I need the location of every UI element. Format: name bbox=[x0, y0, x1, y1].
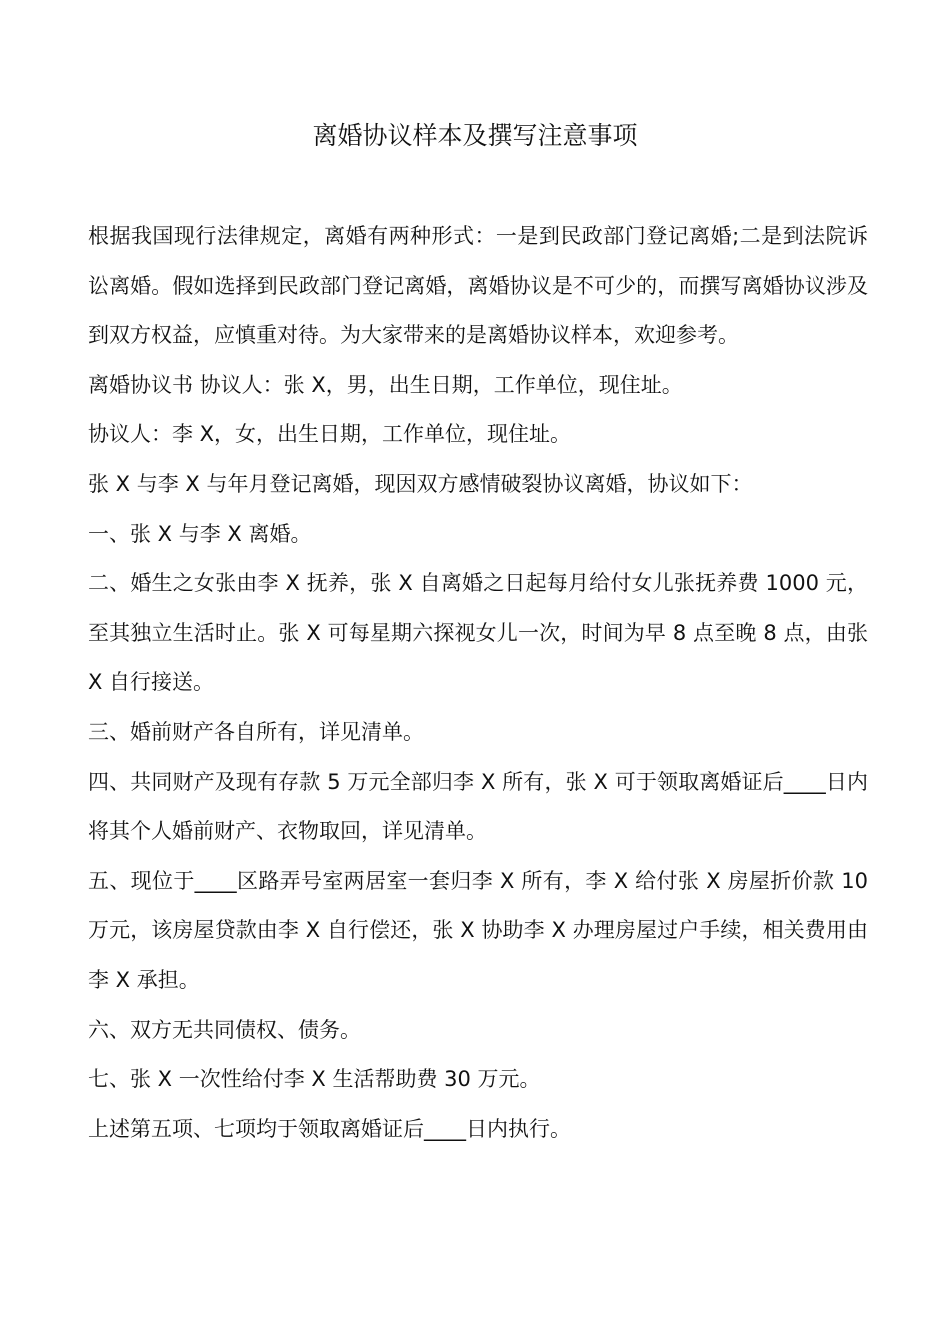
paragraph-intro: 根据我国现行法律规定，离婚有两种形式：一是到民政部门登记离婚;二是到法院诉讼离婚。假如选择到民政部门登记离婚，离婚协议是不可少的，而撰写离婚协议涉及到双方权益，应慎重对待。为大家带来的是离婚协议样本，欢迎参考。 bbox=[88, 224, 868, 348]
clause-2: 二、婚生之女张由李 X 抚养，张 X 自离婚之日起每月给付女儿张抚养费 1000 元，至其独立生活时止。张 X 可每星期六探视女儿一次，时间为早 8 点至晚 8 点，由张 X 自行接送。 bbox=[88, 571, 868, 695]
clause-5: 五、现位于____区路弄号室两居室一套归李 X 所有，李 X 给付张 X 房屋折价款 10 万元，该房屋贷款由李 X 自行偿还，张 X 协助李 X 办理房屋过户手续，相关费用由李 X 承担。 bbox=[88, 868, 868, 992]
clause-4: 四、共同财产及现有存款 5 万元全部归李 X 所有，张 X 可于领取离婚证后____日内将其个人婚前财产、衣物取回，详见清单。 bbox=[88, 769, 868, 844]
clause-7: 七、张 X 一次性给付李 X 生活帮助费 30 万元。 bbox=[88, 1067, 541, 1092]
paragraph-party-two: 协议人：李 X，女，出生日期，工作单位，现住址。 bbox=[88, 422, 572, 447]
paragraph-party-one: 离婚协议书 协议人：张 X，男，出生日期，工作单位，现住址。 bbox=[88, 372, 683, 397]
paragraph-execution-note: 上述第五项、七项均于领取离婚证后____日内执行。 bbox=[88, 1116, 571, 1141]
clause-3: 三、婚前财产各自所有，详见清单。 bbox=[88, 719, 424, 744]
document-title: 离婚协议样本及撰写注意事项 bbox=[312, 121, 638, 150]
clause-6: 六、双方无共同债权、债务。 bbox=[88, 1017, 361, 1042]
paragraph-preamble: 张 X 与李 X 与年月登记离婚，现因双方感情破裂协议离婚，协议如下： bbox=[88, 471, 753, 496]
clause-1: 一、张 X 与李 X 离婚。 bbox=[88, 521, 312, 546]
document-body bbox=[88, 212, 868, 1154]
